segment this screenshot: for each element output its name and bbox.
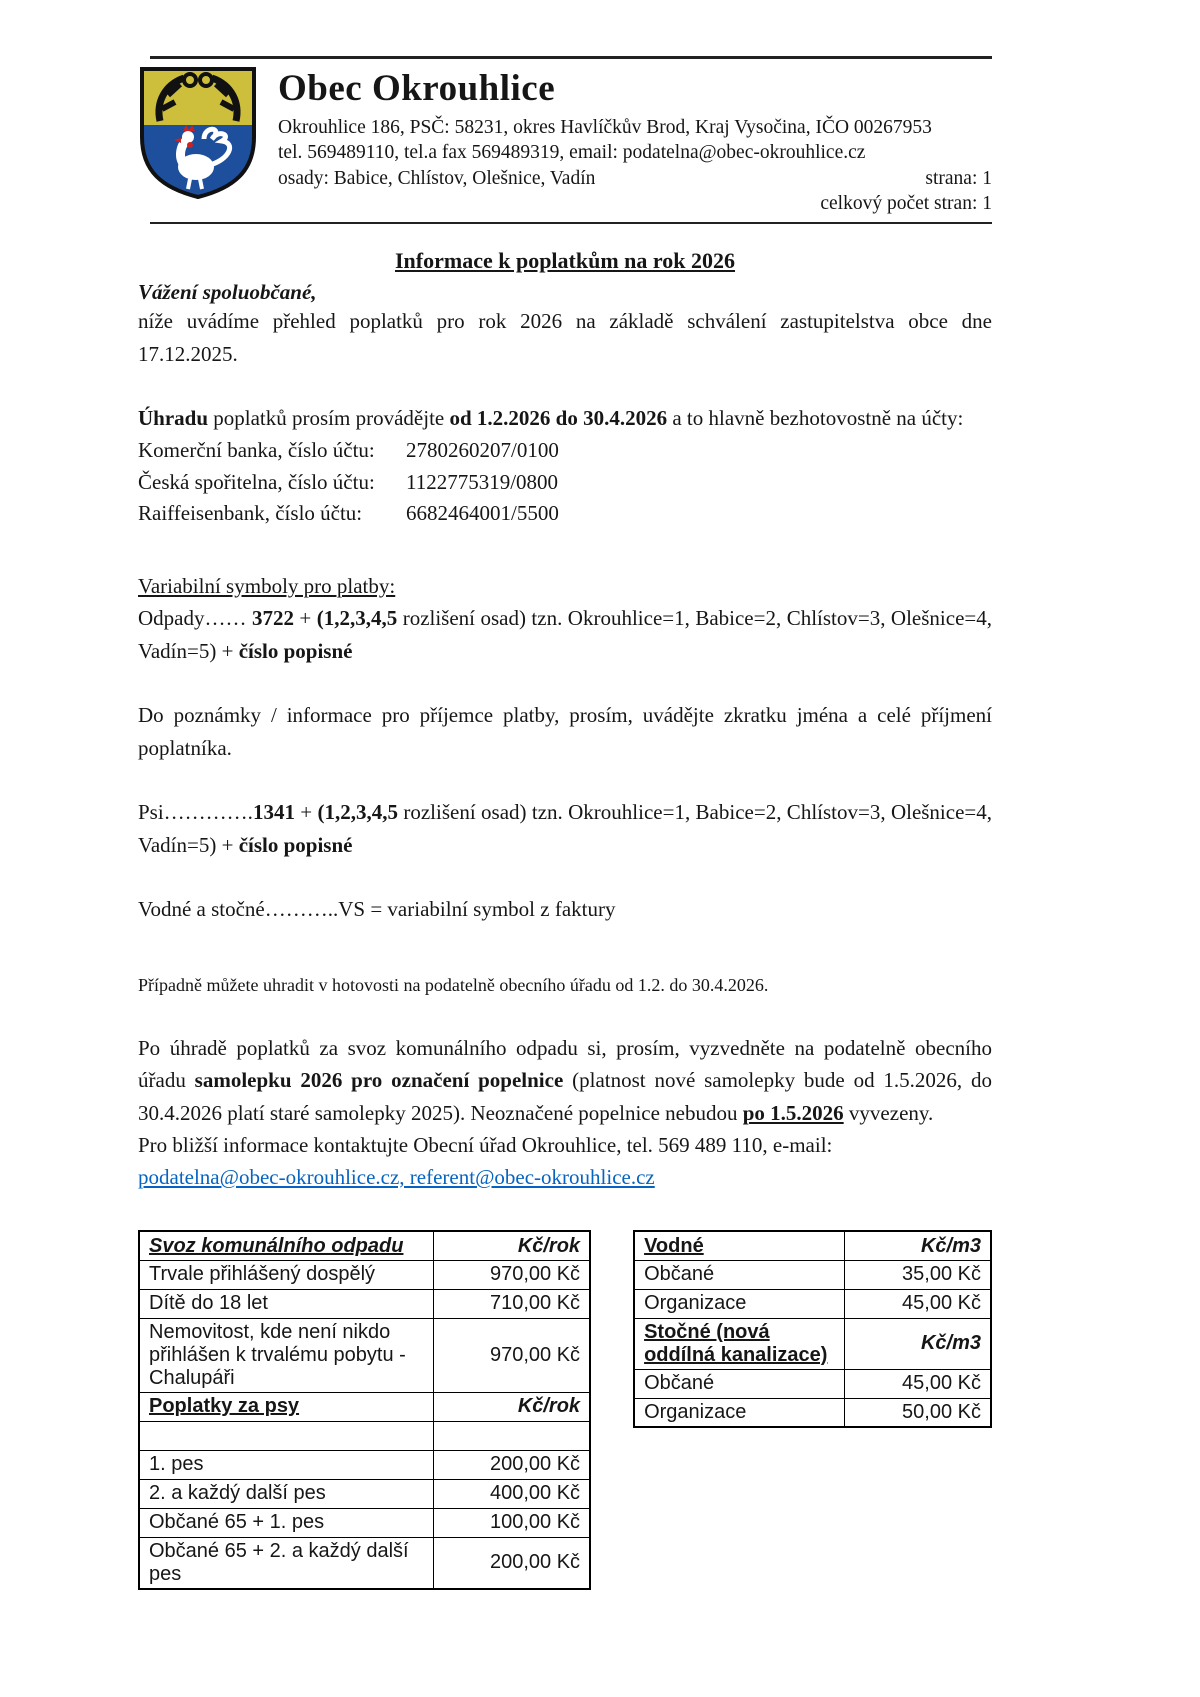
- sticker-bold: samolepku 2026 pro označení popelnice: [194, 1068, 564, 1093]
- fee-label-cell: Trvale přihlášený dospělý: [139, 1260, 433, 1289]
- fee-label-cell: Nemovitost, kde není nikdo přihlášen k trvalému pobytu - Chalupáři: [139, 1318, 433, 1392]
- bank-name: Raiffeisenbank, číslo účtu:: [138, 501, 363, 526]
- payment-text-2: a to hlavně bezhotovostně na účty:: [667, 406, 964, 431]
- fee-label-cell: Organizace: [634, 1289, 844, 1318]
- fee-label-cell: Stočné (nová oddílná kanalizace): [634, 1318, 844, 1369]
- header-divider-rule: [150, 222, 992, 224]
- table-row: [634, 1318, 991, 1369]
- municipal-coat-of-arms: [138, 65, 258, 201]
- waste-leader: Odpady……: [138, 606, 252, 631]
- page-number: strana: 1: [925, 167, 992, 189]
- waste-village-explanation: rozlišení osad) tzn. Okrouhlice=1, Babice=2, Chlístov=3, Olešnice=4, Vadín=5) +: [138, 606, 992, 663]
- table-row: [634, 1260, 991, 1289]
- fee-tables: [138, 1230, 992, 1590]
- villages-line: osady: Babice, Chlístov, Olešnice, Vadín: [278, 167, 596, 189]
- payment-note-paragraph: Do poznámky / informace pro příjemce platby, prosím, uvádějte zkratku jména a celé příjmení poplatníka.: [138, 703, 992, 760]
- table-row: [139, 1392, 590, 1421]
- sticker-text-1: Po úhradě poplatků za svoz komunálního odpadu si, prosím, vyzvedněte na podatelně obecního úřadu: [138, 1035, 992, 1093]
- fee-value-cell: 45,00 Kč: [844, 1289, 991, 1318]
- fee-label-cell: Dítě do 18 let: [139, 1289, 433, 1318]
- fee-value-cell: 970,00 Kč: [433, 1318, 590, 1392]
- waste-symbol-number: 3722: [251, 606, 294, 631]
- variable-symbols-heading: Variabilní symboly pro platby:: [138, 573, 396, 598]
- intro-paragraph: níže uvádíme přehled poplatků pro rok 2026 na základě schválení zastupitelstva obce dne 17.12.2025.: [138, 309, 992, 366]
- fee-label-cell: Občané: [634, 1369, 844, 1398]
- sticker-text-2: (platnost nové samolepky bude od 1.5.2026, do 30.4.2026 platí staré samolepky 2025). Neoznačené popelnice nebudou: [138, 1068, 992, 1125]
- dog-text-plus: +: [294, 800, 318, 825]
- table-row: [634, 1369, 991, 1398]
- payment-date-range: od 1.2.2026 do 30.4.2026: [449, 406, 668, 431]
- table-row: [139, 1289, 590, 1318]
- table-row: [139, 1450, 590, 1479]
- payment-text-1: poplatků prosím provádějte: [208, 406, 450, 431]
- fee-value-cell: 35,00 Kč: [844, 1260, 991, 1289]
- fee-value-cell: 200,00 Kč: [433, 1450, 590, 1479]
- table-row: [634, 1289, 991, 1318]
- fee-value-cell: 400,00 Kč: [433, 1479, 590, 1508]
- letterhead: [138, 65, 992, 216]
- fee-label-cell: 1. pes: [139, 1450, 433, 1479]
- fee-value-cell: 100,00 Kč: [433, 1508, 590, 1537]
- table-row: [634, 1398, 991, 1427]
- fee-label-cell: Občané: [634, 1260, 844, 1289]
- fee-value-cell: 50,00 Kč: [844, 1398, 991, 1427]
- fee-value-cell: Kč/m3: [844, 1318, 991, 1369]
- fee-label-cell: 2. a každý další pes: [139, 1479, 433, 1508]
- fee-value-cell: 200,00 Kč: [433, 1537, 590, 1589]
- fee-label-cell: Svoz komunálního odpadu: [139, 1231, 433, 1260]
- payment-instructions: [138, 402, 992, 435]
- payment-bold-uhradu: Úhradu: [138, 406, 209, 431]
- dog-symbol-paragraph: [138, 796, 992, 861]
- sticker-deadline: po 1.5.2026: [742, 1100, 844, 1125]
- table-row: [139, 1318, 590, 1392]
- table-row: [634, 1231, 991, 1260]
- table-row: [139, 1479, 590, 1508]
- table-row: [139, 1260, 590, 1289]
- fee-value-cell: [433, 1421, 590, 1450]
- email-links-line: [138, 1162, 992, 1192]
- fee-value-cell: Kč/rok: [433, 1231, 590, 1260]
- organization-name: Obec Okrouhlice: [278, 68, 556, 109]
- bank-account-row: [138, 435, 992, 467]
- waste-village-codes: (1,2,3,4,5: [316, 606, 398, 631]
- waste-and-dog-fees-table: [138, 1230, 591, 1590]
- fee-value-cell: Kč/rok: [433, 1392, 590, 1421]
- bank-name: Česká spořitelna, číslo účtu:: [138, 469, 375, 494]
- cash-payment-note: Případně můžete uhradit v hotovosti na podatelně obecního úřadu od 1.2. do 30.4.2026.: [138, 974, 769, 995]
- sticker-paragraph: [138, 1032, 992, 1130]
- table-row: [139, 1421, 590, 1450]
- table-row: [139, 1508, 590, 1537]
- fee-label-cell: Občané 65 + 2. a každý další pes: [139, 1537, 433, 1589]
- total-pages: celkový počet stran: 1: [820, 193, 992, 215]
- contact-paragraph: Pro bližší informace kontaktujte Obecní úřad Okrouhlice, tel. 569 489 110, e-mail:: [138, 1133, 833, 1158]
- letterhead-text: [278, 65, 992, 216]
- salutation: Vážení spoluobčané,: [138, 280, 317, 305]
- bank-account-number: 1122775319/0800: [406, 469, 559, 494]
- contact-line: tel. 569489110, tel.a fax 569489319, email: podatelna@obec-okrouhlice.cz: [278, 142, 866, 164]
- coat-of-arms-icon: [138, 65, 258, 201]
- bank-account-row: [138, 498, 992, 530]
- table-row: [139, 1231, 590, 1260]
- sticker-text-3: vyvezeny.: [843, 1100, 934, 1125]
- waste-symbol-paragraph: [138, 602, 992, 667]
- fee-value-cell: 970,00 Kč: [433, 1260, 590, 1289]
- address-line: Okrouhlice 186, PSČ: 58231, okres Havlíčkův Brod, Kraj Vysočina, IČO 00267953: [278, 117, 932, 138]
- bank-name: Komerční banka, číslo účtu:: [138, 438, 375, 463]
- dog-village-explanation: rozlišení osad) tzn. Okrouhlice=1, Babice=2, Chlístov=3, Olešnice=4, Vadín=5) +: [138, 800, 993, 857]
- fee-label-cell: Poplatky za psy: [139, 1392, 433, 1421]
- dog-leader: Psi………….: [138, 800, 253, 825]
- fee-value-cell: 45,00 Kč: [844, 1369, 991, 1398]
- water-fees-table: [633, 1230, 992, 1428]
- fee-value-cell: 710,00 Kč: [433, 1289, 590, 1318]
- fee-value-cell: Kč/m3: [844, 1231, 991, 1260]
- waste-house-number: číslo popisné: [238, 638, 353, 663]
- table-row: [139, 1537, 590, 1589]
- fee-label-cell: Vodné: [634, 1231, 844, 1260]
- fee-label-cell: Organizace: [634, 1398, 844, 1427]
- fee-label-cell: Občané 65 + 1. pes: [139, 1508, 433, 1537]
- waste-text-plus: +: [293, 606, 317, 631]
- water-symbol-line: Vodné a stočné………..VS = variabilní symbol z faktury: [138, 897, 616, 922]
- bank-account-number: 6682464001/5500: [406, 501, 559, 526]
- dog-village-codes: (1,2,3,4,5: [317, 800, 398, 825]
- top-rule: [150, 56, 992, 59]
- villages-page-row: [278, 166, 992, 191]
- bank-account-number: 2780260207/0100: [406, 438, 559, 463]
- page-title: Informace k poplatkům na rok 2026: [394, 248, 736, 274]
- bank-account-row: [138, 467, 992, 499]
- dog-house-number: číslo popisné: [238, 832, 353, 857]
- email-link[interactable]: podatelna@obec-okrouhlice.cz, referent@obec-okrouhlice.cz: [138, 1164, 655, 1189]
- fee-label-cell: [139, 1421, 433, 1450]
- dog-symbol-number: 1341: [252, 800, 295, 825]
